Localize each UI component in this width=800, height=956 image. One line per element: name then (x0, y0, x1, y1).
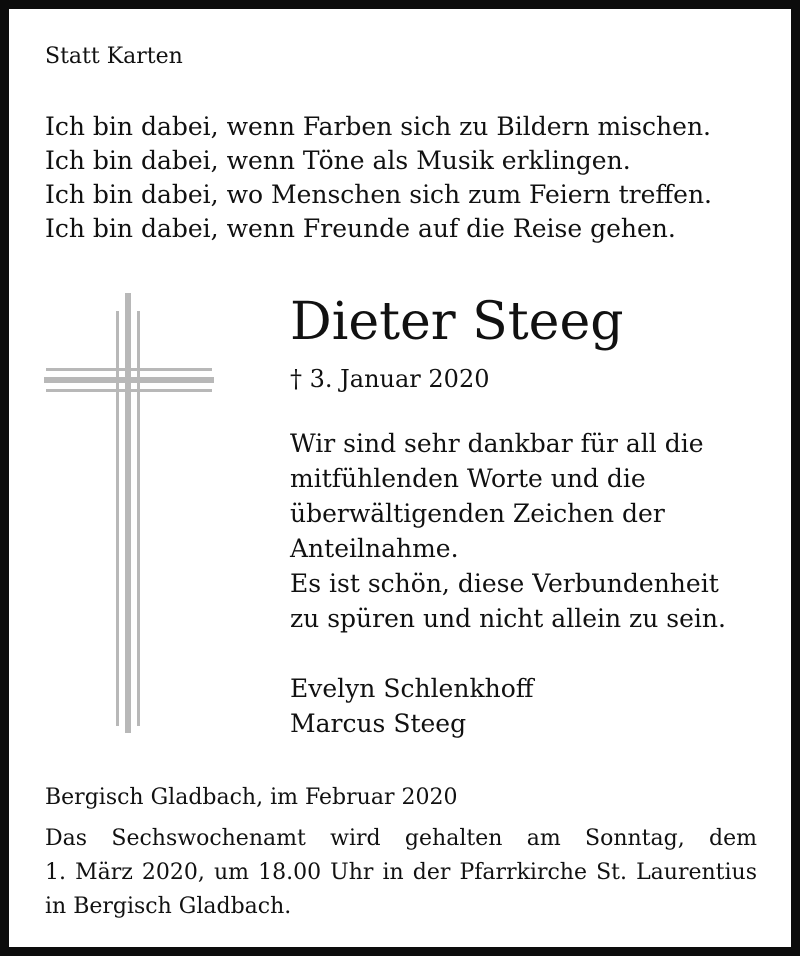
thanks-line: überwältigenden Zeichen der (290, 499, 665, 528)
intro-line: Statt Karten (45, 44, 183, 69)
thanks-line: Es ist schön, diese Verbundenheit (290, 569, 719, 598)
poem-line: Ich bin dabei, wenn Freunde auf die Reise gehen. (45, 214, 676, 243)
thanks-line: mitfühlenden Worte und die (290, 464, 646, 493)
deceased-name: Dieter Steeg (290, 292, 624, 352)
thanks-line: zu spüren und nicht allein zu sein. (290, 604, 726, 633)
thanks-line: Wir sind sehr dankbar für all die (290, 429, 704, 458)
service-info (45, 822, 757, 924)
poem (45, 110, 712, 246)
death-date: † 3. Januar 2020 (290, 365, 490, 393)
signer-name: Marcus Steeg (290, 709, 467, 738)
signer-name: Evelyn Schlenkhoff (290, 674, 534, 703)
poem-line: Ich bin dabei, wo Menschen sich zum Feiern treffen. (45, 180, 712, 209)
poem-line: Ich bin dabei, wenn Farben sich zu Bildern mischen. (45, 112, 711, 141)
signers (290, 671, 534, 741)
service-line: 1. März 2020, um 18.00 Uhr in der Pfarrkirche St. Laurentius (45, 860, 757, 885)
cross-icon (44, 293, 214, 733)
place-date: Bergisch Gladbach, im Februar 2020 (45, 785, 458, 810)
service-line: Das Sechswochenamt wird gehalten am Sonntag, dem (45, 826, 757, 851)
poem-line: Ich bin dabei, wenn Töne als Musik erklingen. (45, 146, 631, 175)
thanks-text (290, 426, 726, 636)
service-line: in Bergisch Gladbach. (45, 894, 292, 919)
thanks-line: Anteilnahme. (290, 534, 459, 563)
